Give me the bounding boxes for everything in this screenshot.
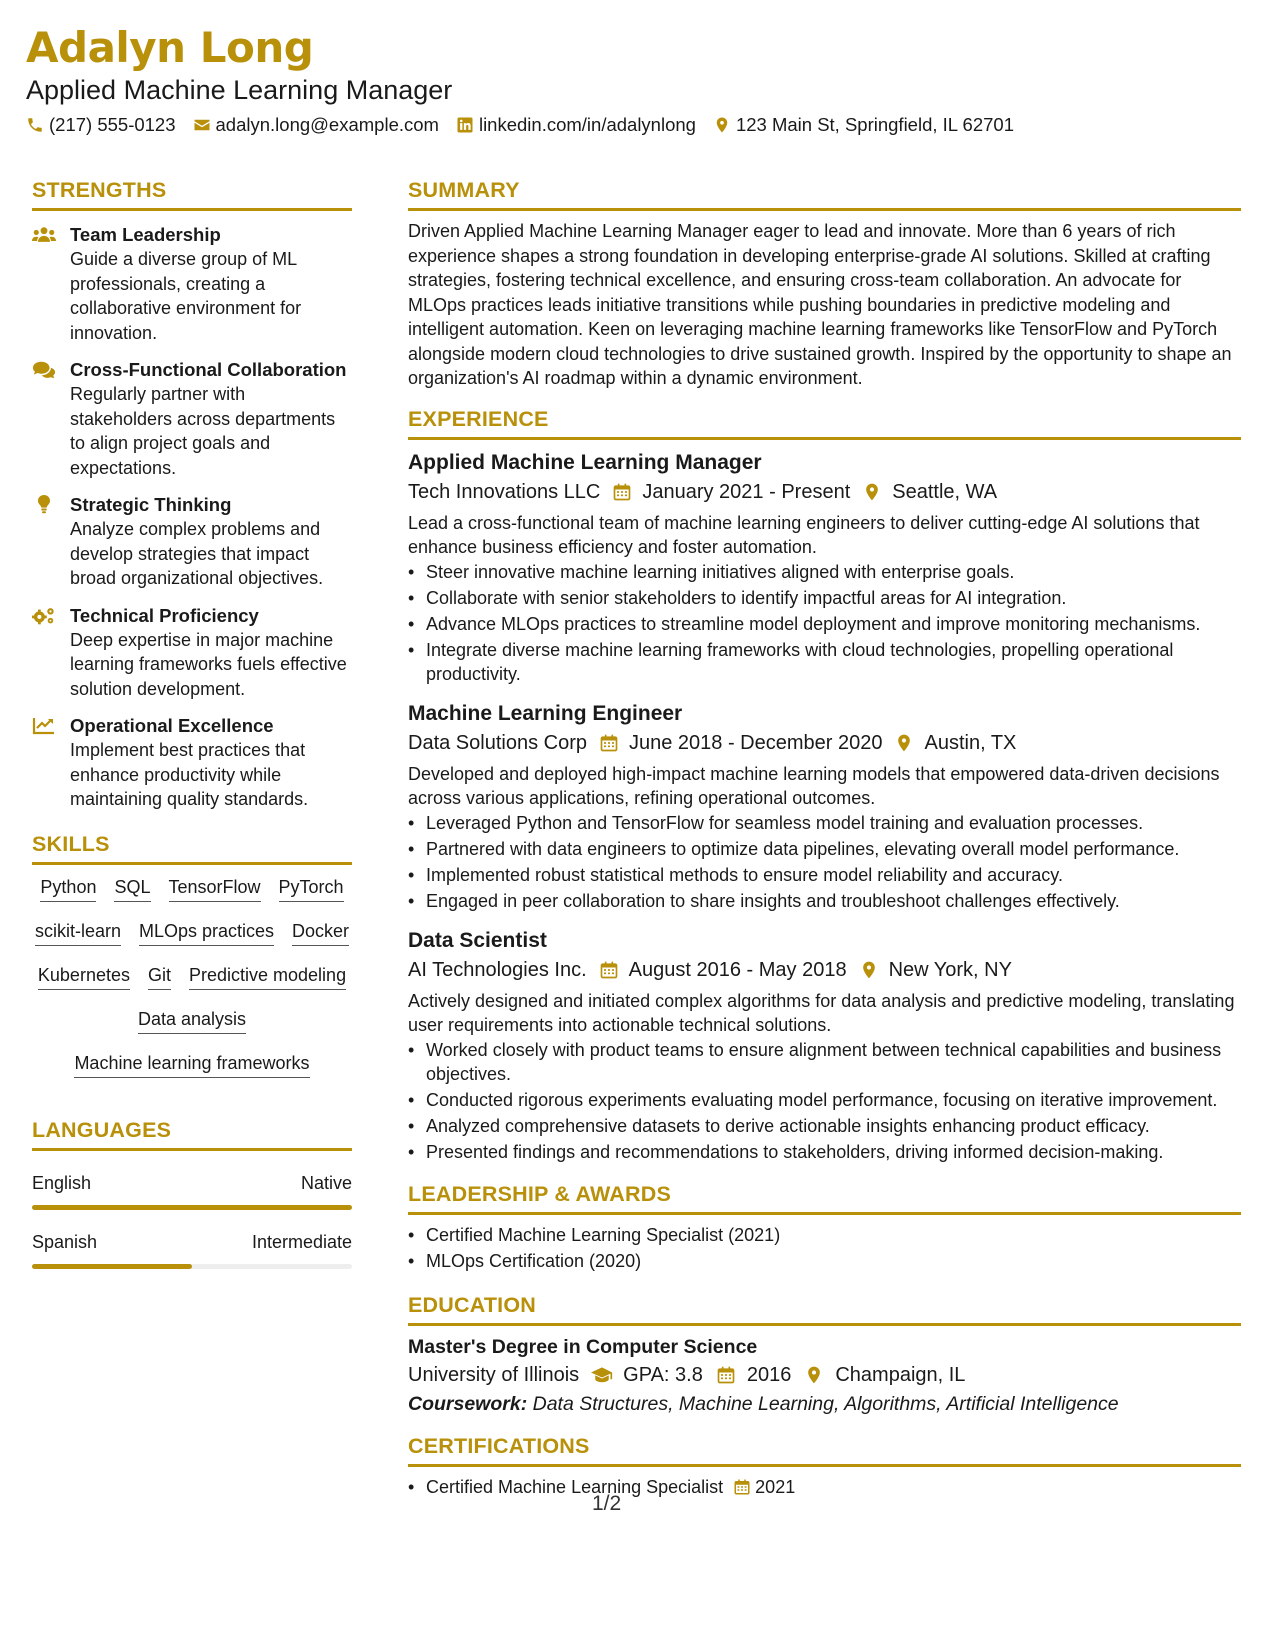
job-entry [408, 700, 1241, 913]
job-role: Machine Learning Engineer [408, 701, 683, 725]
map-pin-icon [894, 733, 914, 753]
map-pin-icon [803, 1365, 825, 1385]
job-description: Actively designed and initiated complex algorithms for data analysis and predictive modeling, translating user requirements into actionable technical solutions. [408, 990, 1235, 1035]
job-role: Applied Machine Learning Manager [408, 450, 762, 474]
strength-desc: Guide a diverse group of ML professionals, creating a collaborative environment for innovation. [70, 249, 302, 343]
strength-title: Cross-Functional Collaboration [70, 359, 347, 380]
map-pin-icon [859, 960, 879, 980]
job-bullet: • Steer innovative machine learning initiatives aligned with enterprise goals. [408, 560, 1241, 584]
language-proficiency-fill [32, 1264, 192, 1269]
strength-item [32, 358, 352, 480]
certification-item [408, 1475, 1241, 1499]
contact-bar [26, 112, 1246, 138]
language-proficiency-bar [32, 1264, 352, 1269]
education-heading: EDUCATION [408, 1291, 1241, 1326]
language-name: English [32, 1172, 92, 1193]
languages-heading: LANGUAGES [32, 1116, 352, 1151]
contact-linkedin-text: linkedin.com/in/adalynlong [478, 114, 696, 135]
job-bullet: • Collaborate with senior stakeholders to identify impactful areas for AI integration. [408, 586, 1241, 610]
resume-header [26, 22, 1246, 138]
chat-bubbles-icon [32, 360, 56, 380]
coursework-label: Coursework: [408, 1392, 528, 1415]
awards-section [408, 1180, 1241, 1273]
strengths-heading: STRENGTHS [32, 176, 352, 211]
skill-tag: TensorFlow [169, 875, 261, 902]
award-item: • MLOps Certification (2020) [408, 1249, 1241, 1273]
job-dates: January 2021 - Present [642, 480, 851, 503]
contact-phone-text: (217) 555-0123 [49, 114, 176, 135]
contact-phone[interactable] [26, 112, 176, 138]
certifications-heading: CERTIFICATIONS [408, 1432, 1241, 1467]
edu-gpa: GPA: 3.8 [623, 1363, 703, 1386]
calendar-icon [715, 1365, 737, 1385]
skill-tag: Kubernetes [38, 963, 130, 990]
job-bullet: • Integrate diverse machine learning frameworks with cloud technologies, propelling operational productivity. [408, 638, 1241, 686]
gears-icon [32, 606, 56, 626]
awards-heading: LEADERSHIP & AWARDS [408, 1180, 1241, 1215]
skills-list [32, 875, 352, 1078]
skill-tag: Git [148, 963, 171, 990]
strengths-list [32, 223, 352, 812]
job-meta [408, 728, 1241, 758]
contact-email-text: adalyn.long@example.com [215, 114, 439, 135]
contact-linkedin[interactable] [456, 112, 696, 138]
calendar-icon [733, 1478, 751, 1496]
skill-tag: SQL [114, 875, 150, 902]
award-item: • Certified Machine Learning Specialist (2021) [408, 1223, 1241, 1247]
job-company: Tech Innovations LLC [408, 480, 601, 503]
chart-line-icon [32, 716, 56, 736]
left-column [32, 176, 352, 1269]
skill-tag: Python [40, 875, 96, 902]
job-bullet: • Advance MLOps practices to streamline model deployment and improve monitoring mechanisms. [408, 612, 1241, 636]
language-item [32, 1171, 352, 1210]
strength-title: Technical Proficiency [70, 604, 259, 626]
job-meta [408, 477, 1241, 507]
skill-tag: Data analysis [138, 1007, 246, 1034]
strength-item [32, 604, 352, 702]
job-bullet: • Partnered with data engineers to optimize data pipelines, elevating overall model performance. [408, 837, 1241, 861]
certifications-section [408, 1432, 1241, 1499]
skill-tag: Predictive modeling [189, 963, 346, 990]
job-bullet: • Implemented robust statistical methods to ensure model reliability and accuracy. [408, 863, 1241, 887]
job-bullets [408, 1038, 1241, 1164]
skill-tag: MLOps practices [139, 919, 274, 946]
strength-title: Operational Excellence [70, 715, 274, 736]
phone-icon [26, 116, 44, 134]
job-meta [408, 955, 1241, 985]
language-proficiency-fill [32, 1205, 352, 1210]
certifications-list [408, 1475, 1241, 1499]
skills-section [32, 830, 352, 1078]
job-bullet: • Leveraged Python and TensorFlow for seamless model training and evaluation processes. [408, 811, 1241, 835]
strength-desc: Regularly partner with stakeholders across departments to align project goals and expectations. [70, 384, 336, 478]
experience-heading: EXPERIENCE [408, 405, 1241, 440]
contact-address-text: 123 Main St, Springfield, IL 62701 [735, 114, 1014, 135]
strength-desc: Analyze complex problems and develop strategies that impact broad organizational objectives. [70, 519, 324, 588]
job-location: Austin, TX [924, 731, 1017, 754]
strength-title: Strategic Thinking [70, 494, 232, 515]
job-bullet: • Analyzed comprehensive datasets to derive actionable insights enhancing product efficacy. [408, 1114, 1241, 1138]
education-section [408, 1291, 1241, 1418]
experience-section [408, 405, 1241, 1164]
job-description: Developed and deployed high-impact machine learning models that empowered data-driven decisions across various applications, refining operational outcomes. [408, 763, 1220, 808]
strength-item [32, 223, 352, 345]
job-company: AI Technologies Inc. [408, 958, 587, 981]
job-entry [408, 927, 1241, 1164]
language-proficiency-bar [32, 1205, 352, 1210]
right-column [408, 176, 1241, 1501]
skill-tag: scikit-learn [35, 919, 121, 946]
edu-coursework [408, 1390, 1241, 1418]
summary-heading: SUMMARY [408, 176, 1241, 211]
certification-name: • Certified Machine Learning Specialist [426, 1476, 724, 1497]
job-role: Data Scientist [408, 928, 547, 952]
edu-degree: Master's Degree in Computer Science [408, 1335, 758, 1358]
calendar-icon [599, 960, 619, 980]
edu-location: Champaign, IL [835, 1363, 966, 1386]
job-dates: August 2016 - May 2018 [628, 958, 847, 981]
users-icon [32, 225, 56, 245]
calendar-icon [612, 482, 632, 502]
page-number: 1/2 [592, 1492, 622, 1515]
linkedin-icon [456, 116, 474, 134]
job-bullet: • Presented findings and recommendations to stakeholders, driving informed decision-making. [408, 1140, 1241, 1164]
job-description: Lead a cross-functional team of machine learning engineers to deliver cutting-edge AI solutions that enhance business efficiency and foster automation. [408, 512, 1200, 557]
strength-desc: Implement best practices that enhance productivity while maintaining quality standards. [70, 740, 309, 809]
certification-year: 2021 [755, 1476, 796, 1497]
strength-item [32, 493, 352, 591]
job-bullet: • Worked closely with product teams to ensure alignment between technical capabilities and business objectives. [408, 1038, 1241, 1086]
edu-year: 2016 [746, 1363, 792, 1386]
language-level: Native [300, 1172, 352, 1193]
map-pin-icon [713, 116, 731, 134]
job-entry [408, 449, 1241, 686]
job-company: Data Solutions Corp [408, 731, 587, 754]
language-item [32, 1230, 352, 1269]
map-pin-icon [862, 482, 882, 502]
candidate-title: Applied Machine Learning Manager [26, 75, 453, 105]
strength-desc: Deep expertise in major machine learning frameworks fuels effective solution development. [70, 629, 347, 699]
job-bullets [408, 560, 1241, 686]
awards-list [408, 1223, 1241, 1273]
job-location: New York, NY [888, 958, 1012, 981]
contact-email[interactable] [193, 112, 439, 138]
skill-tag: Docker [292, 919, 349, 946]
language-level: Intermediate [251, 1231, 352, 1252]
job-bullets [408, 811, 1241, 913]
graduation-cap-icon [591, 1365, 613, 1385]
job-location: Seattle, WA [892, 480, 998, 503]
edu-meta [408, 1360, 1241, 1390]
summary-text: Driven Applied Machine Learning Manager eager to lead and innovate. More than 6 years of rich experience shapes a strong foundation in developing enterprise-grade AI solutions. Skilled at crafting strategies, fostering technical excellence, and ensuring cross-team collaboration. An advocate for MLOps practices leads initiative transitions while pushing boundaries in predictive modeling and intelligent automation. Keen on leveraging machine learning frameworks like TensorFlow and PyTorch alongside modern cloud technologies to drive sustained growth. Inspired by the opportunity to shape an organization's AI roadmap within a dynamic environment. [408, 221, 1232, 388]
strength-title: Team Leadership [70, 224, 221, 245]
coursework-list: Data Structures, Machine Learning, Algorithms, Artificial Intelligence [532, 1392, 1119, 1415]
skill-tag: PyTorch [279, 875, 344, 902]
skill-tag: Machine learning frameworks [74, 1051, 309, 1078]
edu-school: University of Illinois [408, 1363, 580, 1386]
envelope-icon [193, 116, 211, 134]
calendar-icon [599, 733, 619, 753]
language-name: Spanish [32, 1231, 98, 1252]
job-bullet: • Engaged in peer collaboration to share insights and troubleshoot challenges effectively. [408, 889, 1241, 913]
skills-heading: SKILLS [32, 830, 352, 865]
strength-item [32, 714, 352, 812]
lightbulb-icon [32, 495, 56, 515]
job-bullet: • Conducted rigorous experiments evaluating model performance, focusing on iterative improvement. [408, 1088, 1241, 1112]
job-dates: June 2018 - December 2020 [628, 731, 883, 754]
contact-address [713, 112, 1014, 138]
languages-section [32, 1116, 352, 1269]
candidate-name: Adalyn Long [26, 23, 314, 72]
